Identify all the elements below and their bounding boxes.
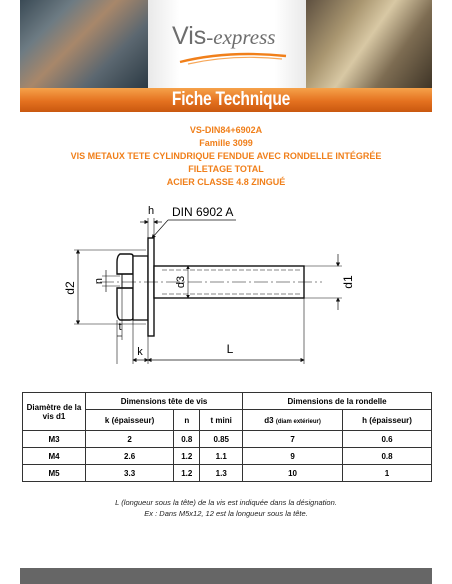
col-k: k (épaisseur) (86, 410, 174, 431)
product-thread: FILETAGE TOTAL (188, 164, 264, 174)
brand-logo (172, 22, 275, 51)
table-row: M5 3.3 1.2 1.3 10 1 (23, 465, 432, 482)
label-d1: d1 (341, 275, 355, 289)
col-d3: d3 (diam extérieur) (243, 410, 343, 431)
technical-drawing (40, 200, 370, 370)
banner-title: Fiche Technique (171, 89, 290, 110)
footer-bar (20, 568, 432, 584)
group-washer-dimensions: Dimensions de la rondelle (243, 393, 432, 410)
title-banner (20, 88, 432, 112)
dimensions-table (22, 392, 432, 482)
col-d3-note: (diam extérieur) (275, 418, 321, 425)
table-row: M4 2.6 1.2 1.1 9 0.8 (23, 448, 432, 465)
product-material: ACIER CLASSE 4.8 ZINGUÉ (166, 177, 286, 187)
label-d2: d2 (63, 281, 77, 295)
col-diameter: Diamètre de la vis d1 (23, 393, 86, 431)
label-k: k (137, 346, 143, 358)
logo-swoosh (178, 52, 288, 66)
screw-head-lower (117, 288, 133, 320)
label-t: t (118, 321, 122, 333)
group-head-dimensions: Dimensions tête de vis (86, 393, 243, 410)
col-n: n (174, 410, 200, 431)
col-t: t mini (200, 410, 243, 431)
logo-main: Vis (172, 22, 207, 50)
din-standard-label: DIN 6902 A (172, 205, 234, 219)
washer (148, 238, 154, 336)
label-d3: d3 (175, 275, 187, 289)
label-h: h (147, 205, 155, 217)
logo-area (148, 0, 306, 88)
table-row: M3 2 0.8 0.85 7 0.6 (23, 431, 432, 448)
screw-head-upper (117, 254, 133, 274)
header (20, 0, 432, 112)
product-family: Famille 3099 (199, 138, 253, 148)
din-leader (152, 220, 168, 238)
product-ref: VS-DIN84+6902A (189, 125, 263, 135)
col-h: h (épaisseur) (343, 410, 432, 431)
label-n: n (93, 277, 105, 285)
workshop-photo (20, 0, 148, 88)
screws-photo (306, 0, 432, 88)
logo-accent: -express (206, 25, 276, 49)
label-L: L (226, 342, 234, 356)
product-description: VIS METAUX TETE CYLINDRIQUE FENDUE AVEC RONDELLE INTÉGRÉE (70, 151, 382, 161)
note-length: L (longueur sous la tête) de la vis est indiquée dans la désignation. (115, 498, 337, 507)
note-example: Ex : Dans M5x12, 12 est la longueur sous la tête. (144, 509, 308, 518)
notes (0, 497, 452, 519)
product-info (0, 124, 452, 189)
head-body (133, 256, 148, 320)
